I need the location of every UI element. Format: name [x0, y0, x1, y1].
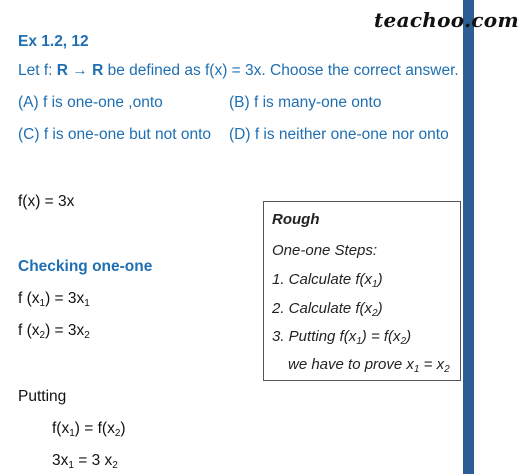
rough-step-1 — [272, 271, 383, 288]
fx1-sub: 1 — [39, 298, 46, 309]
exercise-title: Ex 1.2, 12 — [18, 33, 89, 50]
fx2-sub2: 2 — [84, 330, 90, 341]
step2-end: ) — [377, 300, 383, 317]
fx2-mid: ) = 3x — [45, 322, 85, 339]
right-sidebar-strip — [463, 0, 474, 474]
eq2-sub1: 1 — [68, 460, 74, 471]
domain-set: R — [56, 62, 68, 79]
checking-one-one-heading: Checking one-one — [18, 258, 153, 275]
putting-equation-1 — [52, 420, 126, 438]
eq1-sub1: 1 — [69, 428, 75, 439]
teachoo-logo: teachoo.com — [374, 8, 519, 32]
step3-sub2: 2 — [400, 336, 407, 347]
fx1-sub2: 1 — [84, 298, 90, 309]
step3-text: 3. Putting f(x — [272, 328, 357, 345]
eq1-sub2: 2 — [114, 428, 121, 439]
putting-label: Putting — [18, 388, 67, 405]
eq1-part-c: ) — [120, 420, 126, 437]
step1-sub: 1 — [372, 279, 378, 290]
step3-end: ) — [406, 328, 412, 345]
step4-text: we have to prove x — [288, 356, 414, 373]
putting-equation-2 — [52, 452, 118, 470]
step2-text: 2. Calculate f(x — [272, 300, 373, 317]
step4-mid: = x — [419, 356, 445, 373]
arrow-symbol: → — [67, 62, 93, 79]
step4-sub1: 1 — [413, 364, 420, 375]
fx2-lhs: f (x — [18, 322, 40, 339]
codomain-set: R — [92, 62, 104, 79]
rough-work-box — [263, 201, 461, 381]
option-c: (C) f is one-one but not onto — [18, 126, 212, 143]
step1-end: ) — [377, 271, 383, 288]
eq1-part-b: ) = f(x — [74, 420, 115, 437]
given-function: f(x) = 3x — [18, 193, 75, 210]
option-a: (A) f is one-one ,onto — [18, 94, 163, 111]
question-statement — [18, 62, 459, 80]
step3-sub1: 1 — [356, 336, 362, 347]
step2-sub: 2 — [372, 308, 378, 319]
option-b: (B) f is many-one onto — [229, 94, 382, 111]
rough-title: Rough — [272, 211, 320, 228]
eq2-part-a: 3x — [52, 452, 69, 469]
option-d: (D) f is neither one-one nor onto — [229, 126, 449, 143]
fx2-sub: 2 — [39, 330, 46, 341]
question-prefix: Let f: — [18, 62, 57, 79]
question-suffix: be defined as f(x) = 3x. Choose the correct answer. — [103, 62, 459, 79]
fx1-lhs: f (x — [18, 290, 40, 307]
fx1-mid: ) = 3x — [45, 290, 85, 307]
rough-step-3 — [272, 328, 411, 345]
rough-step-4 — [288, 356, 450, 373]
rough-subtitle: One-one Steps: — [272, 242, 378, 259]
eq2-sub2: 2 — [112, 460, 118, 471]
eq2-part-b: = 3 x — [73, 452, 113, 469]
step3-mid: ) = f(x — [361, 328, 401, 345]
rough-step-2 — [272, 300, 383, 317]
step1-text: 1. Calculate f(x — [272, 271, 373, 288]
step4-sub2: 2 — [444, 364, 450, 375]
fx1-equation — [18, 290, 90, 308]
eq1-part-a: f(x — [52, 420, 70, 437]
fx2-equation — [18, 322, 90, 340]
